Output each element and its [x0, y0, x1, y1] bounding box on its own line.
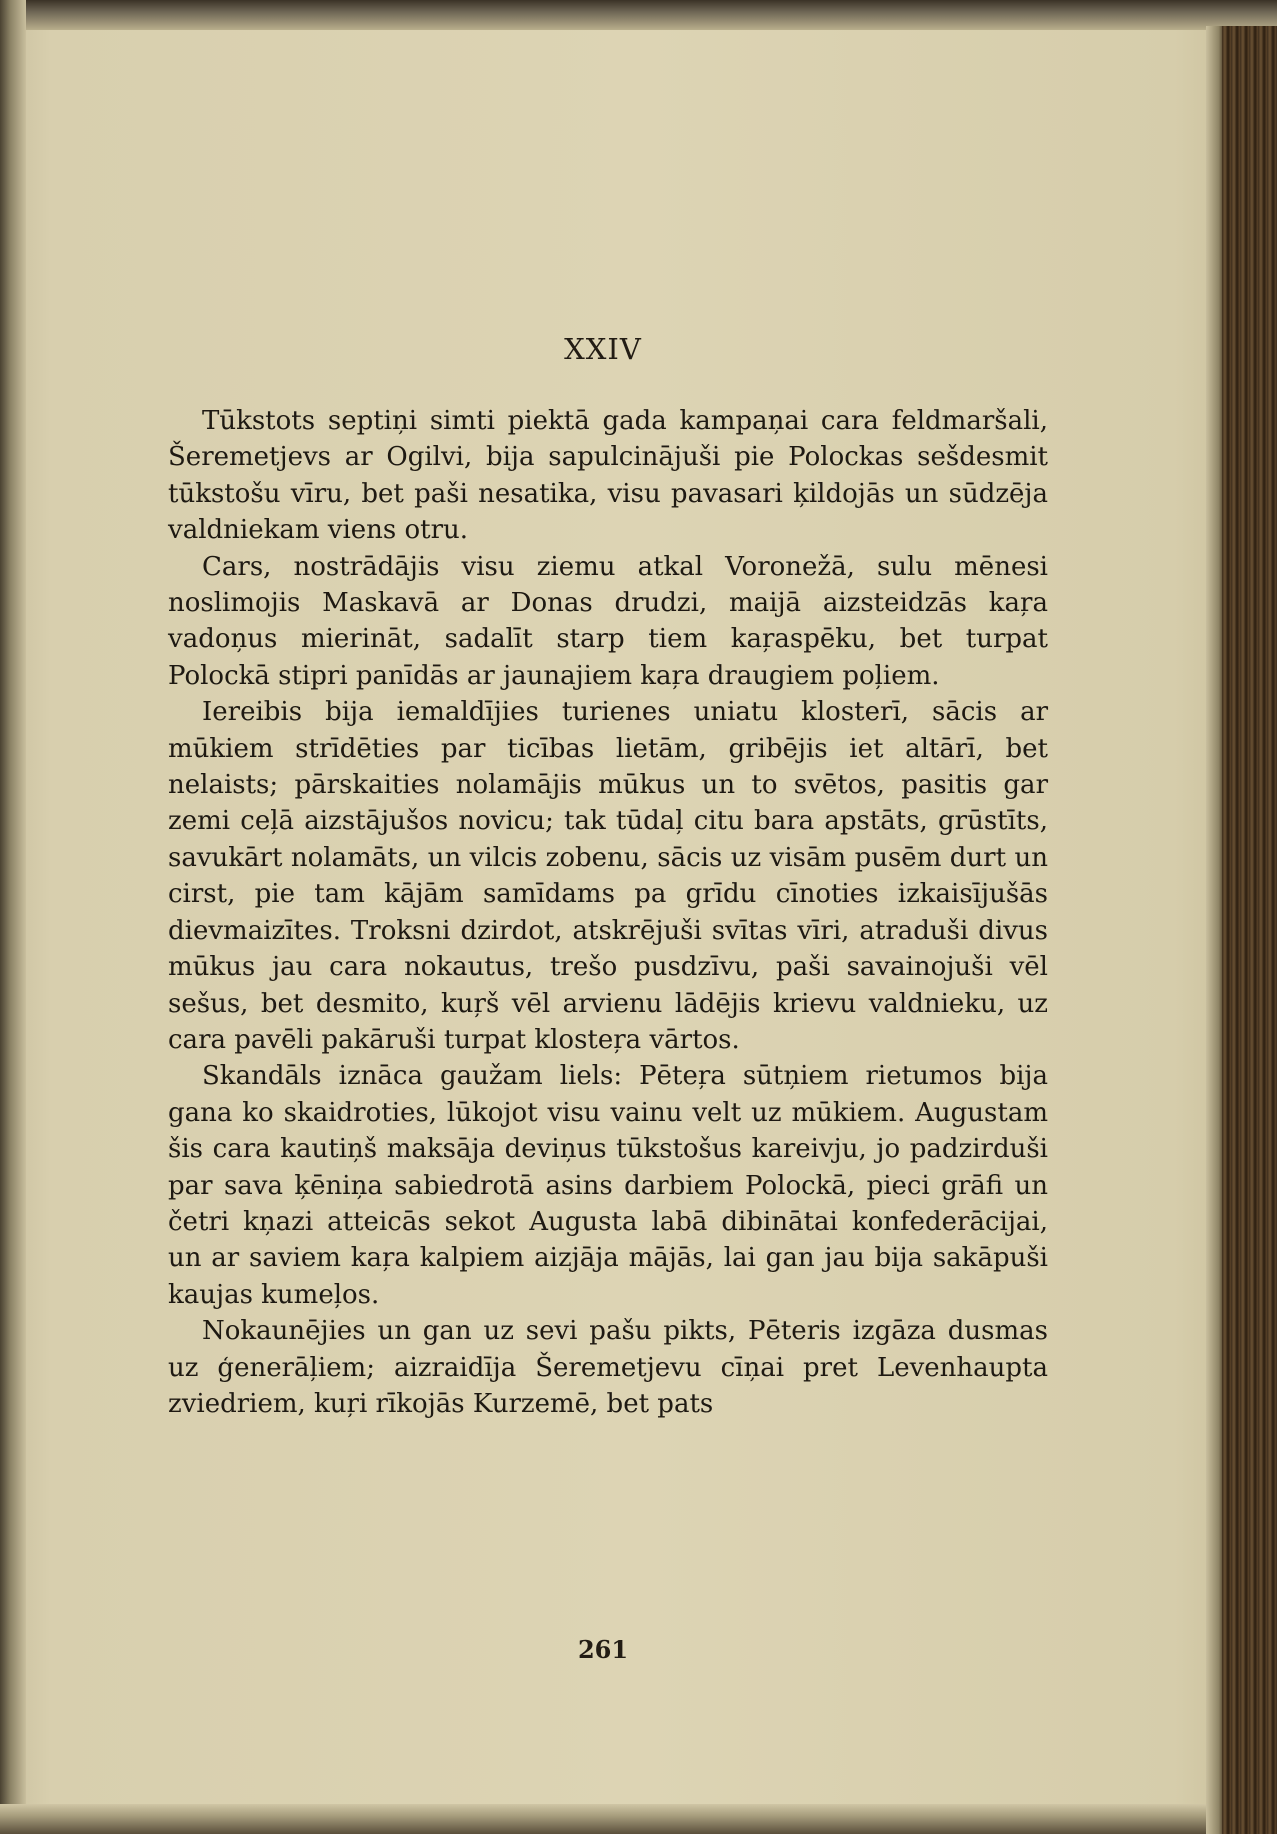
page-number: 261 — [577, 1635, 629, 1664]
page-gutter-shadow — [0, 0, 26, 1834]
paragraph: Cars, nostrādājis visu ziemu atkal Voronežā, sulu mēnesi noslimojis Maskavā ar Donas drudzi, maijā aizsteidzās kaŗa vadoņus mierināt, sadalīt starp tiem kaŗaspēku, bet turpat Polockā stipri panīdās ar jaunajiem kaŗa draugiem poļiem. — [168, 551, 1048, 691]
paragraph: Skandāls iznāca gaužam liels: Pēteŗa sūtņiem rietumos bija gana ko skaidroties, lūkojot visu vainu velt uz mūkiem. Augustam šis cara kautiņš maksāja deviņus tūkstošus kareivju, jo padzirduši par sava ķēniņa sabiedrotā asins darbiem Polockā, pieci grāfi un četri kņazi atteicās sekot Augusta labā dibinātai konfederācijai, un ar saviem kaŗa kalpiem aizjāja mājās, lai gan jau bija sakāpuši kaujas kumeļos. — [168, 1061, 1048, 1310]
page-bottom-edge — [0, 1804, 1277, 1834]
paragraph: Nokaunējies un gan uz sevi pašu pikts, Pēteris izgāza dusmas uz ģenerāļiem; aizraidīja Šeremetjevu cīņai pret Levenhaupta zviedriem, kuŗi rīkojās Kurzemē, bet pats — [168, 1316, 1048, 1419]
chapter-heading: XXIV — [564, 332, 642, 366]
page-top-edge — [0, 0, 1277, 30]
paragraph: Tūkstots septiņi simti piektā gada kampaņai cara feldmaršali, Šeremetjevs ar Ogilvi, bija sapulcinājuši pie Polockas sešdesmit tūkstošu vīru, bet paši nesatika, visu pavasari ķildojās un sūdzēja valdniekam viens otru. — [168, 406, 1048, 546]
body-text — [168, 403, 1048, 1422]
book-page-stack — [1222, 26, 1277, 1834]
paragraph: Iereibis bija iemaldījies turienes uniatu klosterī, sācis ar mūkiem strīdēties par ticības lietām, gribējis iet altārī, bet nelaists; pārskaities nolamājis mūkus un to svētos, pasitis gar zemi ceļā aizstājušos novicu; tak tūdaļ citu bara apstāts, grūstīts, savukārt nolamāts, un vilcis zobenu, sācis uz visām pusēm durt un cirst, pie tam kājām samīdams pa grīdu cīnoties izkaisījušās dievmaizītes. Troksni dzirdot, atskrējuši svītas vīri, atraduši divus mūkus jau cara nokautus, trešo pusdzīvu, paši savainojuši vēl sešus, bet desmito, kuŗš vēl arvienu lādējis krievu valdnieku, uz cara pavēli pakāruši turpat klosteŗa vārtos. — [168, 697, 1048, 1055]
